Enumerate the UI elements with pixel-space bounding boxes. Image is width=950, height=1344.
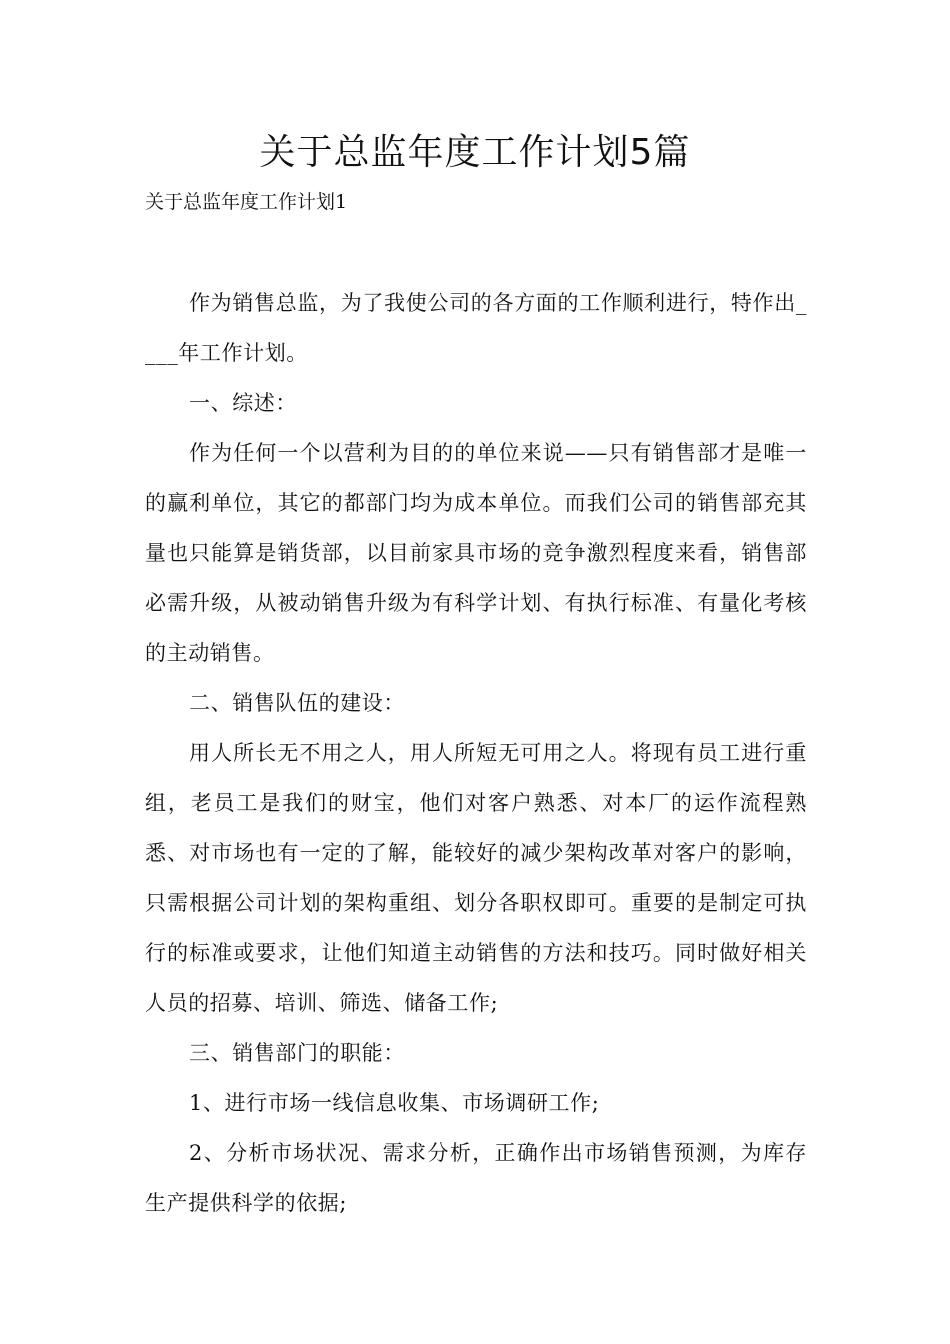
document-title: 关于总监年度工作计划5篇 <box>259 132 691 173</box>
heading-sales-team: 二、销售队伍的建设： <box>189 691 405 715</box>
list-item-function-1: 1、进行市场一线信息收集、市场调研工作; <box>189 1091 600 1115</box>
heading-department-functions: 三、销售部门的职能： <box>189 1041 405 1065</box>
list-item-function-2: 2、分析市场状况、需求分析，正确作出市场销售预测，为库存生产提供科学的依据; <box>145 1141 807 1215</box>
paragraph-overview: 作为任何一个以营利为目的的单位来说——只有销售部才是唯一的赢利单位，其它的都部门均为成本单位。而我们公司的销售部充其量也只能算是销货部，以目前家具市场的竞争激烈程度来看，销售部必需升级，从被动销售升级为有科学计划、有执行标准、有量化考核的主动销售。 <box>145 441 807 665</box>
section-subtitle: 关于总监年度工作计划1 <box>145 191 348 213</box>
paragraph-intro: 作为销售总监，为了我使公司的各方面的工作顺利进行，特作出____年工作计划。 <box>145 291 807 365</box>
paragraph-sales-team: 用人所长无不用之人，用人所短无可用之人。将现有员工进行重组，老员工是我们的财宝，他们对客户熟悉、对本厂的运作流程熟悉、对市场也有一定的了解，能较好的减少架构改革对客户的影响，只需根据公司计划的架构重组、划分各职权即可。重要的是制定可执行的标准或要求，让他们知道主动销售的方法和技巧。同时做好相关人员的招募、培训、筛选、储备工作; <box>145 741 807 1015</box>
document-body <box>145 278 807 1228</box>
heading-overview: 一、综述： <box>189 391 297 415</box>
